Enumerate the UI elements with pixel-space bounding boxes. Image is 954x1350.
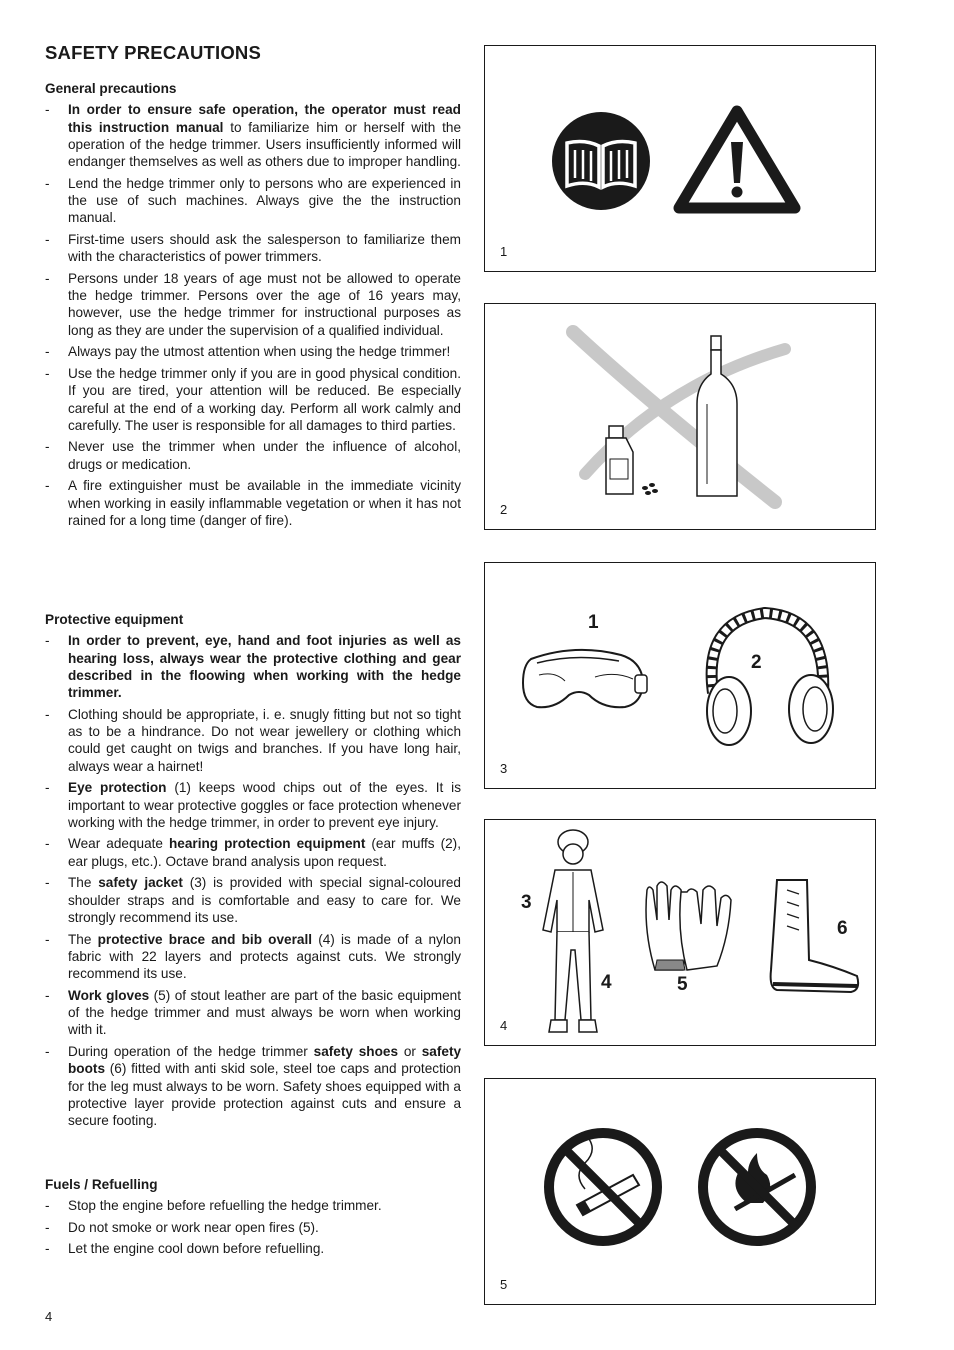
label-5: 5 (677, 974, 688, 995)
list-item: - First-time users should ask the salesperson to familiarize them with the characteristics of power trimmers. (45, 231, 461, 266)
figure-1 (484, 45, 876, 272)
figure-number: 2 (500, 502, 508, 517)
figure-3 (484, 562, 876, 789)
figure-number: 5 (500, 1277, 508, 1292)
list-item: - In order to ensure safe operation, the operator must read this instruction manual to familiarize him or herself with the operation of the hedge trimmer. Users insufficiently informed will endanger themselves as well as others due to improper handling. (45, 101, 461, 170)
list-item: - Persons under 18 years of age must not be allowed to operate the hedge trimmer. Persons over the age of 16 years may, however, use the hedge trimmer for instructional purposes as long as they are under the supervision of a qualified individual. (45, 270, 461, 339)
gloves-icon (646, 882, 731, 970)
list-item: - During operation of the hedge trimmer safety shoes or safety boots (6) fitted with anti skid sole, steel toe caps and protection for the leg must always to be worn. Safety shoes equipped with a protective layer provide protection against cuts and ensure a secure footing. (45, 1043, 461, 1129)
section-heading: Fuels / Refuelling (45, 1177, 158, 1192)
figure-number: 3 (500, 761, 508, 776)
list-item: - Always pay the utmost attention when using the hedge trimmer! (45, 343, 461, 360)
cross-out-icon (573, 332, 785, 502)
figure-2 (484, 303, 876, 530)
figure-5 (484, 1078, 876, 1305)
label-4: 4 (601, 972, 612, 993)
list-item: - The protective brace and bib overall (4) is made of a nylon fabric with 22 layers and protects against cuts. We strongly recommend its use. (45, 931, 461, 983)
list-item: - Do not smoke or work near open fires (5). (45, 1219, 461, 1236)
ear-muffs-icon (707, 613, 833, 745)
worker-jacket-icon (543, 830, 603, 1032)
no-smoking-icon (549, 1133, 657, 1241)
list-item: - Lend the hedge trimmer only to persons who are experienced in the use of such machines. Always give the the instruction manual. (45, 175, 461, 227)
list-item: - Clothing should be appropriate, i. e. snugly fitting but not so tight as to be a hindrance. Do not wear jewellery or clothing which could get caught on twigs and branches. If you have long hair, always wear a hairnet! (45, 706, 461, 775)
list-item: - Eye protection (1) keeps wood chips out of the eyes. It is important to wear protective goggles or face protection whenever working with the hedge trimmer, in order to prevent eye injury. (45, 779, 461, 831)
figure-number: 4 (500, 1018, 508, 1033)
list-item: - Never use the trimmer when under the influence of alcohol, drugs or medication. (45, 438, 461, 473)
list-item: - The safety jacket (3) is provided with special signal-coloured shoulder straps and is comfortable and easy to care for. We strongly recommend its use. (45, 874, 461, 926)
label-2: 2 (751, 652, 762, 673)
list-item: - Stop the engine before refuelling the hedge trimmer. (45, 1197, 461, 1214)
figure-4 (484, 819, 876, 1046)
list-item: - In order to prevent, eye, hand and foot injuries as well as hearing loss, always wear the protective clothing and gear described in the floowing when working with the hedge trimmer. (45, 632, 461, 701)
list-item: - A fire extinguisher must be available in the immediate vicinity when working in easily inflammable vegetation or when it has not rained for a long time (danger of fire). (45, 477, 461, 529)
list-item: - Let the engine cool down before refuelling. (45, 1240, 461, 1257)
fuels-section (45, 1176, 461, 1262)
section-heading: Protective equipment (45, 612, 184, 627)
label-1: 1 (588, 612, 599, 633)
alcohol-bottle-icon (697, 336, 737, 496)
list-item: - Work gloves (5) of stout leather are part of the basic equipment of the hedge trimmer and must always be worn when working with it. (45, 987, 461, 1039)
protective-equipment-section (45, 611, 461, 1134)
no-open-fire-icon (703, 1133, 811, 1241)
page-number: 4 (45, 1309, 53, 1324)
general-precautions-section (45, 80, 461, 534)
goggles-icon (523, 650, 647, 707)
read-manual-icon (552, 112, 650, 210)
page-title: SAFETY PRECAUTIONS (45, 42, 262, 63)
list-item: - Use the hedge trimmer only if you are in good physical condition. If you are tired, your attention will be reduced. Be especially careful at the end of a working day. Perform all work calmly and carefully. The user is responsible for all damages to third parties. (45, 365, 461, 434)
figure-number: 1 (500, 244, 508, 259)
list-item: - Wear adequate hearing protection equipment (ear muffs (2), ear plugs, etc.). Octave brand analysis upon request. (45, 835, 461, 870)
warning-triangle-icon (679, 111, 795, 208)
label-3: 3 (521, 892, 532, 913)
label-6: 6 (837, 918, 848, 939)
section-heading: General precautions (45, 81, 177, 96)
